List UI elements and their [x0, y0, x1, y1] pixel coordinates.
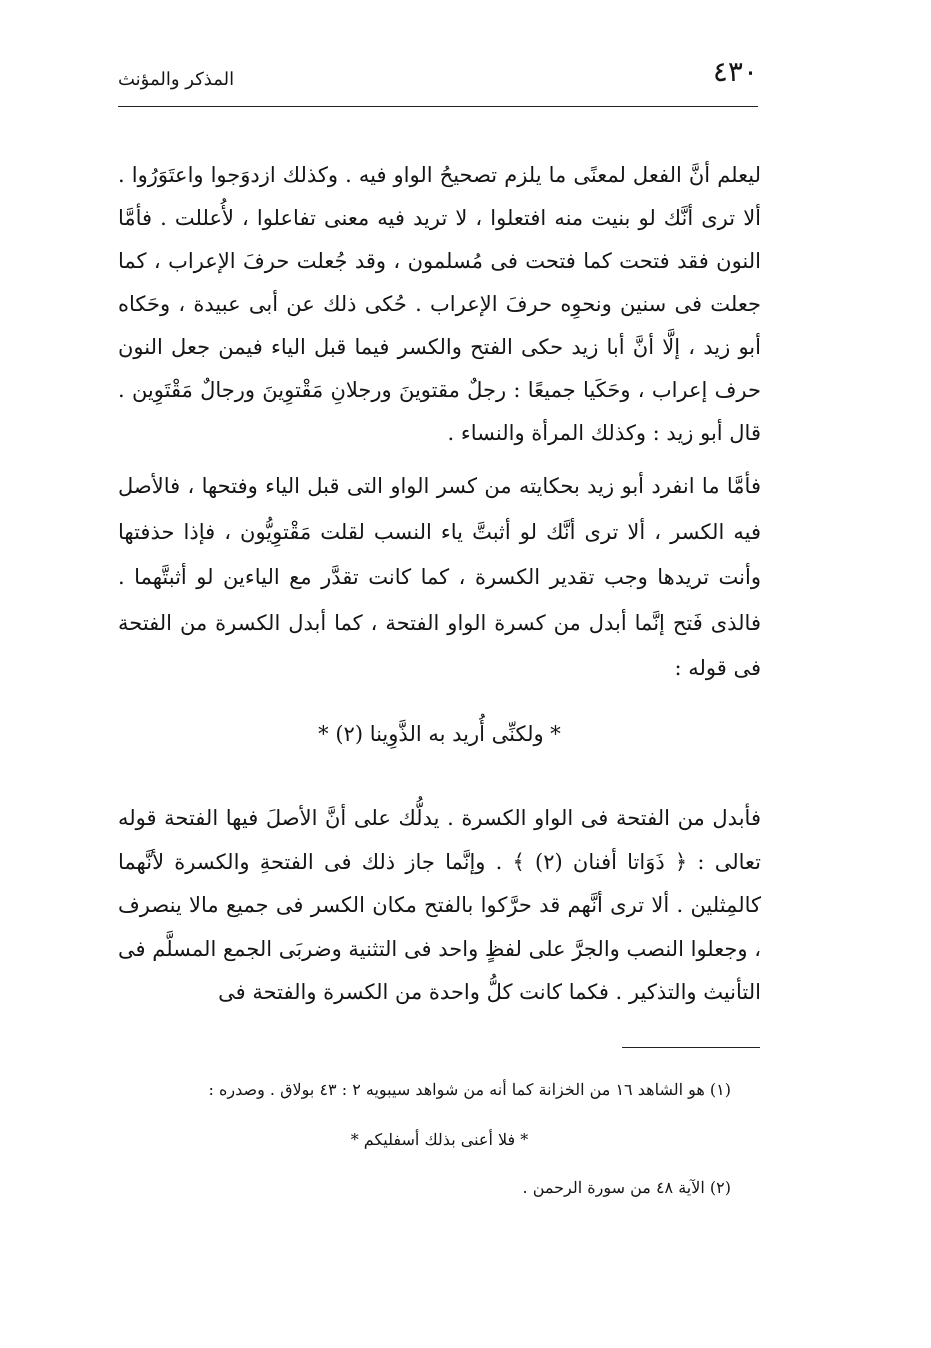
page-header — [118, 56, 758, 108]
verse-quote: * ولكنِّى أُريد به الذَّوِينا (٢) * — [318, 722, 561, 746]
footnote-rule — [622, 1047, 760, 1048]
page-number: ٤٣٠ — [712, 55, 758, 88]
running-title: المذكر والمؤنث — [118, 69, 235, 90]
footnote-1: (١) هو الشاهد ١٦ من الخزانة كما أنه من شواهد سيبويه ٢ : ٤٣ بولاق . وصدره : — [208, 1080, 731, 1099]
header-rule — [118, 106, 758, 107]
footnote-1-verse: * فلا أعنى بذلك أسفليكم * — [350, 1130, 529, 1149]
paragraph-3: فأبدل من الفتحة فى الواو الكسرة . يدلُّك على أنَّ الأصلَ فيها الفتحة قوله تعالى : ﴿ ذَوَاتا أفنان (٢) ﴾ . وإنَّما جاز ذلك فى الفتحةِ والكسرة لأنَّهما كالمِثلين . ألا ترى أنَّهم قد حرَّكوا بالفتح مكان الكسر فى جميع مالا ينصرف ، وجعلوا النصب والجرَّ على لفظٍ واحد فى التثنية وضربَى الجمع المسلَّم فى التأنيث والتذكير . فكما كانت كلُّ واحدة من الكسرة والفتحة فى — [118, 806, 761, 1004]
paragraph-2: فأمَّا ما انفرد أبو زيد بحكايته من كسر الواو التى قبل الياء وفتحها ، فالأصل فيه الكسر ، ألا ترى أنَّك لو أثبتَّ ياء النسب لقلت مَقْتوِيُّون ، فإذا حذفتها وأنت تريدها وجب تقدير الكسرة ، كما كانت تقدَّر مع الياءين لو أثبتَّهما . فالذى فَتح إنَّما أبدل من كسرة الواو الفتحة ، كما أبدل الكسرة من الفتحة فى قوله : — [118, 474, 761, 680]
footnote-2: (٢) الآية ٤٨ من سورة الرحمن . — [522, 1178, 731, 1197]
paragraph-1: ليعلم أنَّ الفعل لمعنًى ما يلزم تصحيحُ الواو فيه . وكذلك ازدوَجوا واعتَوَرُوا . ألا ترى أنَّك لو بنيت منه افتعلوا ، لا تريد فيه معنى تفاعلوا ، لأُعللت . فأمَّا النون فقد فتحت كما فتحت فى مُسلمون ، وقد جُعلت حرفَ الإعراب ، كما جعلت فى سنين ونحوِه حرفَ الإعراب . حُكى ذلك عن أبى عبيدة ، وحَكاه أبو زيد ، إلَّا أنَّ أبا زيد حكى الفتح والكسر فيما قبل الياء فيمن جعل النون حرف إعراب ، وحَكَيا جميعًا : رجلٌ مقتوينَ ورجلانِ مَقْتوِينَ ورجالٌ مَقْتَوِين . قال أبو زيد : وكذلك المرأة والنساء . — [118, 163, 761, 445]
